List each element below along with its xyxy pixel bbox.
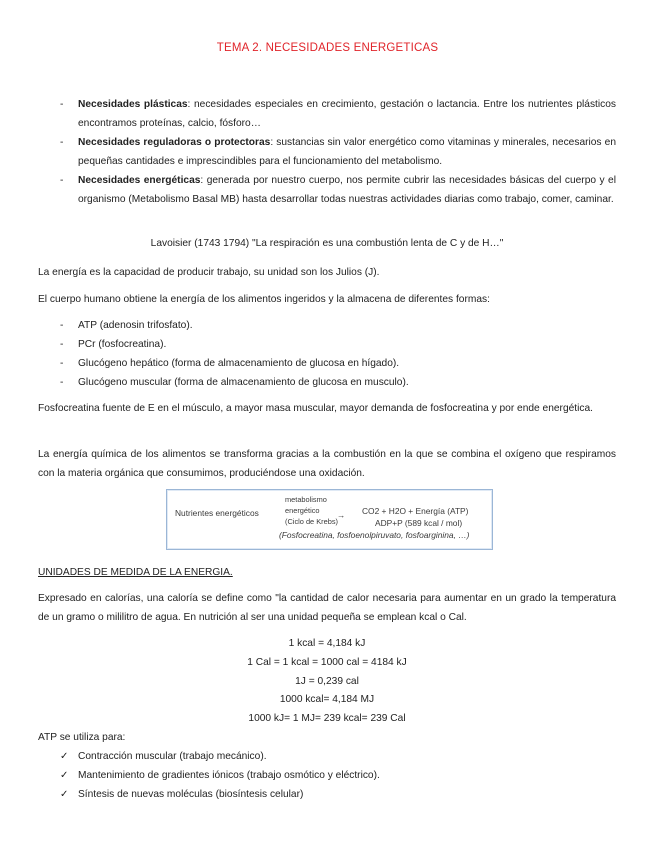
list-item [60, 373, 616, 392]
figure-metabolism-label: metabolismo [285, 495, 327, 504]
atp-uses-list [60, 747, 616, 804]
atp-uses-heading: ATP se utiliza para: [38, 732, 126, 743]
units-heading: UNIDADES DE MEDIDA DE LA ENERGIA. [38, 567, 233, 578]
dash-marker: - [60, 377, 64, 388]
document-title: TEMA 2. NECESIDADES ENERGETICAS [216, 42, 439, 54]
list-item [60, 766, 616, 785]
checkmark-icon: ✓ [60, 789, 69, 800]
need-term: Necesidades reguladoras o protectoras [78, 137, 271, 148]
checkmark-icon: ✓ [60, 770, 69, 781]
list-item [60, 133, 616, 171]
atp-use-text: Mantenimiento de gradientes iónicos (trabajo osmótico y eléctrico). [78, 770, 380, 781]
storage-form-text: Glucógeno hepático (forma de almacenamiento de glucosa en hígado). [78, 358, 400, 369]
atp-use-text: Síntesis de nuevas moléculas (biosíntesis celular) [78, 789, 304, 800]
need-text: : sustancias sin valor energético como vitaminas y minerales, necesarios en pequeñas cantidades e imprescindibles para el funcionamiento del metabolismo. [78, 137, 616, 167]
figure-arrow-icon: → [337, 510, 346, 520]
storage-form-text: Glucógeno muscular (forma de almacenamiento de glucosa en musculo). [78, 377, 409, 388]
needs-list [60, 95, 616, 209]
figure-products-label: CO2 + H2O + Energía (ATP) [362, 506, 469, 516]
storage-forms-list [60, 316, 616, 392]
list-item [60, 171, 616, 209]
paragraph-chemical-energy: La energía química de los alimentos se transforma gracias a la combustión en la que se combina el oxígeno que respiramos con la materia orgánica que consumimos, produciéndose una oxidación. [38, 449, 616, 479]
atp-use-text: Contracción muscular (trabajo mecánico). [78, 751, 267, 762]
list-item [60, 95, 616, 133]
dash-marker: - [60, 339, 64, 350]
dash-marker: - [60, 320, 64, 331]
figure-compounds-label: (Fosfocreatina, fosfoenolpiruvato, fosfoarginina, …) [279, 530, 470, 540]
need-text: : generada por nuestro cuerpo, nos permite cubrir las necesidades básicas del cuerpo y el organismo (Metabolismo Basal MB) hasta desarrollar todas nuestras actividades diarias como trabajo, comer, caminar. [78, 175, 616, 205]
list-item [60, 785, 616, 804]
list-item [60, 316, 616, 335]
equivalence-line: 1000 kJ= 1 MJ= 239 kcal= 239 Cal [248, 713, 406, 724]
figure-krebs-label: (Ciclo de Krebs) [285, 517, 338, 526]
dash-marker: - [60, 99, 64, 110]
checkmark-icon: ✓ [60, 751, 69, 762]
paragraph-fosfocreatina: Fosfocreatina fuente de E en el músculo, a mayor masa muscular, mayor demanda de fosfocreatina y por ende energética. [38, 403, 593, 414]
paragraph-calorie-definition: Expresado en calorías, una caloría se define como "la cantidad de calor necesaria para aumentar en un grado la temperatura de un gramo o mililitro de agua. En nutrición al ser una unidad pequeña se emplean kcal o Cal. [38, 593, 616, 623]
need-term: Necesidades energéticas [78, 175, 201, 186]
dash-marker: - [60, 137, 64, 148]
figure-nutrients-label: Nutrientes energéticos [175, 508, 259, 518]
list-item [60, 354, 616, 373]
dash-marker: - [60, 175, 64, 186]
lavoisier-quote: Lavoisier (1743 1794) "La respiración es una combustión lenta de C y de H…" [150, 238, 504, 249]
need-term: Necesidades plásticas [78, 99, 188, 110]
equivalence-line: 1000 kcal= 4,184 MJ [279, 694, 375, 705]
storage-form-text: PCr (fosfocreatina). [78, 339, 167, 350]
equivalence-line: 1 Cal = 1 kcal = 1000 cal = 4184 kJ [247, 657, 407, 668]
list-item [60, 335, 616, 354]
figure-adp-label: ADP+P (589 kcal / mol) [375, 518, 463, 528]
dash-marker: - [60, 358, 64, 369]
figure-energetic-label: energético [285, 506, 320, 515]
metabolism-figure [166, 489, 493, 550]
storage-form-text: ATP (adenosin trifosfato). [78, 320, 193, 331]
equivalence-line: 1 kcal = 4,184 kJ [288, 638, 366, 649]
paragraph-energy-definition: La energía es la capacidad de producir trabajo, su unidad son los Julios (J). [38, 267, 380, 278]
need-text: : necesidades especiales en crecimiento, gestación o lactancia. Entre los nutrientes plásticos encontramos proteínas, calcio, fósforo… [78, 99, 617, 129]
list-item [60, 747, 616, 766]
paragraph-body-energy: El cuerpo humano obtiene la energía de los alimentos ingeridos y la almacena de diferentes formas: [38, 294, 490, 305]
equivalence-line: 1J = 0,239 cal [295, 676, 359, 687]
